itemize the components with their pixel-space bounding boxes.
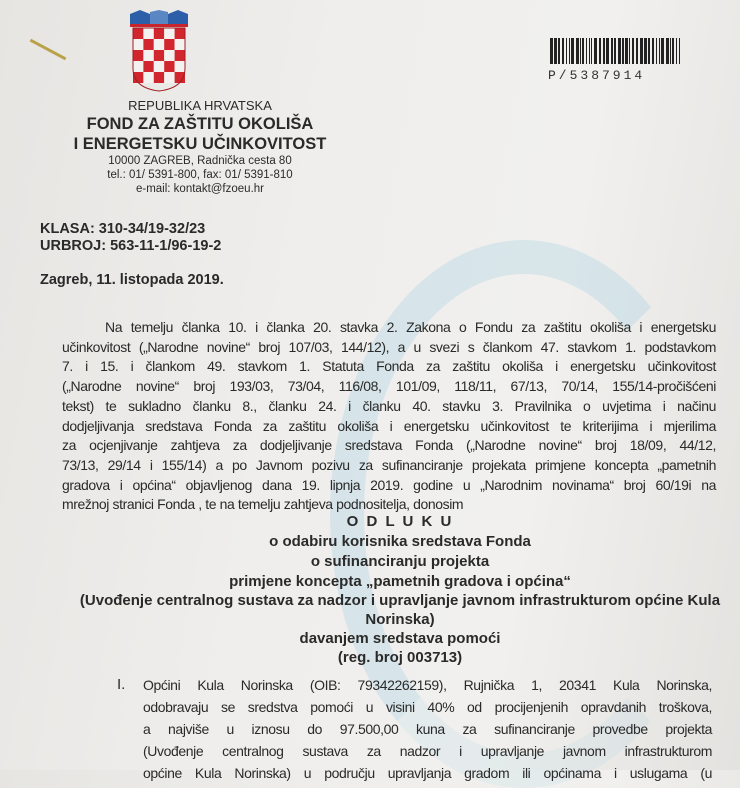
barcode-bar — [594, 38, 597, 64]
email: e-mail: kontakt@fzoeu.hr — [135, 183, 264, 195]
barcode-bar — [562, 38, 564, 64]
title-line: davanjem sredstava pomoći — [299, 630, 501, 647]
coat-of-arms-icon — [128, 10, 190, 92]
barcode-bar — [591, 38, 592, 64]
item-number: I. — [117, 676, 126, 693]
preamble-line: mrežnoj stranici Fonda , te na temelju zahtjeva podnositelja, donosim — [62, 496, 464, 513]
barcode-bar — [659, 38, 660, 64]
barcode-bar — [558, 38, 560, 64]
title-line: (reg. broj 003713) — [337, 649, 463, 666]
org-name-line1: FOND ZA ZAŠTITU OKOLIŠA — [86, 115, 314, 133]
preamble-line: tekst) te sukladno članku 8., članku 24. i članku 40. stavku 3. Pravilnika o uvjetima i načinu — [62, 397, 716, 414]
barcode-bar — [576, 38, 579, 64]
preamble-line: („Narodne novine“ broj 193/03, 73/04, 116/08, 101/09, 118/11, 67/13, 70/14, 155/14-pročišćeni — [62, 378, 716, 395]
coat-of-arms-square — [154, 28, 164, 39]
coat-of-arms-square — [154, 72, 164, 83]
barcode-bar — [580, 38, 581, 64]
coat-of-arms-square — [175, 28, 185, 39]
barcode-bar — [589, 38, 590, 64]
barcode-bar — [632, 38, 634, 64]
title-line: o sufinanciranju projekta — [310, 553, 490, 570]
preamble-line: gradova i općina“ objavljenog dana 19. lipnja 2019. godine u „Narodnim novinama“ broj 60/19i na — [62, 476, 716, 493]
coat-of-arms-square — [143, 72, 153, 83]
coat-of-arms-square — [164, 39, 174, 50]
title-line: (Uvođenje centralnog sustava za nadzor i upravljanje javnom infrastrukturom općine Kula — [79, 592, 721, 609]
org-name-line2: I ENERGETSKU UČINKOVITOST — [73, 135, 327, 153]
item-1-line: Općini Kula Norinska (OIB: 79342262159), Rujnička 1, 20341 Kula Norinska, — [143, 677, 712, 693]
preamble-line: za ocjenjivanje zahtjeva za dodjeljivanje sredstava Fonda („Narodne novine“ broj 18/09, 44/12, — [62, 437, 716, 454]
coat-of-arms-square — [154, 39, 164, 50]
preamble-line: dodjeljivanja sredstava Fonda za zaštitu okoliša i energetsku učinkovitost te kriterijima i mjerilima — [62, 417, 716, 434]
barcode-bar — [679, 38, 680, 64]
document-date: Zagreb, 11. listopada 2019. — [40, 272, 224, 288]
title-line: Norinska) — [365, 611, 435, 628]
country-name: REPUBLIKA HRVATSKA — [128, 98, 272, 113]
barcode-bar — [644, 38, 647, 64]
item-1-line: a najviše u iznosu do 97.500,00 kuna za sufinanciranje provedbe projekta — [143, 721, 712, 737]
preamble-line: 73/13, 29/14 i 155/14) a po Javnom pozivu za sufinanciranje projekata primjene koncepta „pametnih — [62, 456, 716, 473]
coat-of-arms-square — [133, 28, 143, 39]
preamble-line: Na temelju članka 10. i članka 20. stavka 2. Zakona o Fondu za zaštitu okoliša i energetsku — [105, 319, 716, 335]
coat-of-arms-square — [133, 50, 143, 61]
coat-of-arms-square — [143, 28, 153, 39]
coat-of-arms-square — [143, 50, 153, 61]
barcode-bar — [629, 38, 630, 64]
barcode-bar — [656, 38, 657, 64]
coat-of-arms-square — [175, 61, 185, 72]
barcode-bar — [599, 38, 601, 64]
barcode-bar — [670, 38, 671, 64]
coat-of-arms-square — [133, 61, 143, 72]
letterhead — [60, 98, 340, 196]
address: 10000 ZAGREB, Radnička cesta 80 — [108, 155, 292, 167]
barcode-bars — [548, 38, 684, 64]
barcode-bar — [676, 38, 677, 64]
barcode-bar — [614, 38, 616, 64]
barcode-bar — [666, 38, 669, 64]
barcode-bar — [606, 38, 609, 64]
coat-of-arms-square — [143, 61, 153, 72]
coat-of-arms-square — [143, 39, 153, 50]
coat-of-arms-square — [164, 50, 174, 61]
title-line: O D L U K U — [346, 513, 454, 530]
barcode-bar — [611, 38, 613, 64]
item-1-line: odobravaju se sredstva pomoći u visini 40% od procijenjenih opravdanih troškova, — [143, 699, 712, 715]
klasa: KLASA: 310-34/19-32/23 — [40, 221, 206, 237]
barcode-bar — [625, 38, 628, 64]
barcode-bar — [554, 38, 557, 64]
coat-of-arms-square — [175, 39, 185, 50]
preamble-line: učinkovitost („Narodne novine“ broj 107/03, 144/12), a u svezi s člankom 47. stavkom 1. podstavkom — [62, 338, 716, 355]
barcode-bar — [661, 38, 664, 64]
barcode-bar — [571, 38, 574, 64]
coat-of-arms-square — [175, 50, 185, 61]
barcode-bar — [672, 38, 674, 64]
barcode-bar — [636, 38, 638, 64]
barcode-bar — [652, 38, 654, 64]
urbroj: URBROJ: 563-11-1/96-19-2 — [40, 238, 222, 254]
coat-of-arms-square — [154, 61, 164, 72]
coat-of-arms-square — [164, 28, 174, 39]
phone-fax: tel.: 01/ 5391-800, fax: 01/ 5391-810 — [107, 169, 293, 181]
barcode-bar — [640, 38, 643, 64]
barcode-number: P/5387914 — [548, 68, 646, 83]
barcode-bar — [550, 38, 553, 64]
coat-of-arms-square — [164, 61, 174, 72]
barcode-bar — [648, 38, 650, 64]
barcode-bar — [622, 38, 624, 64]
barcode-bar — [586, 38, 587, 64]
preamble-line: 7. i 15. i člankom 49. stavkom 1. Statuta Fonda za zaštitu okoliša i energetsku učinkovitost — [62, 358, 716, 375]
coat-of-arms-square — [154, 50, 164, 61]
title-line: o odabiru korisnika sredstava Fonda — [269, 533, 531, 550]
barcode-bar — [582, 38, 584, 64]
barcode-bar — [618, 38, 621, 64]
coat-of-arms-square — [164, 72, 174, 83]
title-line: primjene koncepta „pametnih gradova i općina“ — [229, 573, 571, 590]
coat-of-arms-square — [133, 39, 143, 50]
item-1-line: općine Kula Norinska) u području upravljanja gradom ili općinama i uslugama (u — [143, 765, 712, 781]
barcode-bar — [569, 38, 570, 64]
pen-mark — [30, 39, 67, 60]
barcode-bar — [603, 38, 605, 64]
barcode — [548, 38, 684, 83]
barcode-bar — [566, 38, 567, 64]
item-1-line: (Uvođenje centralnog sustava za nadzor i upravljanje javnom infrastrukturom — [143, 743, 712, 759]
